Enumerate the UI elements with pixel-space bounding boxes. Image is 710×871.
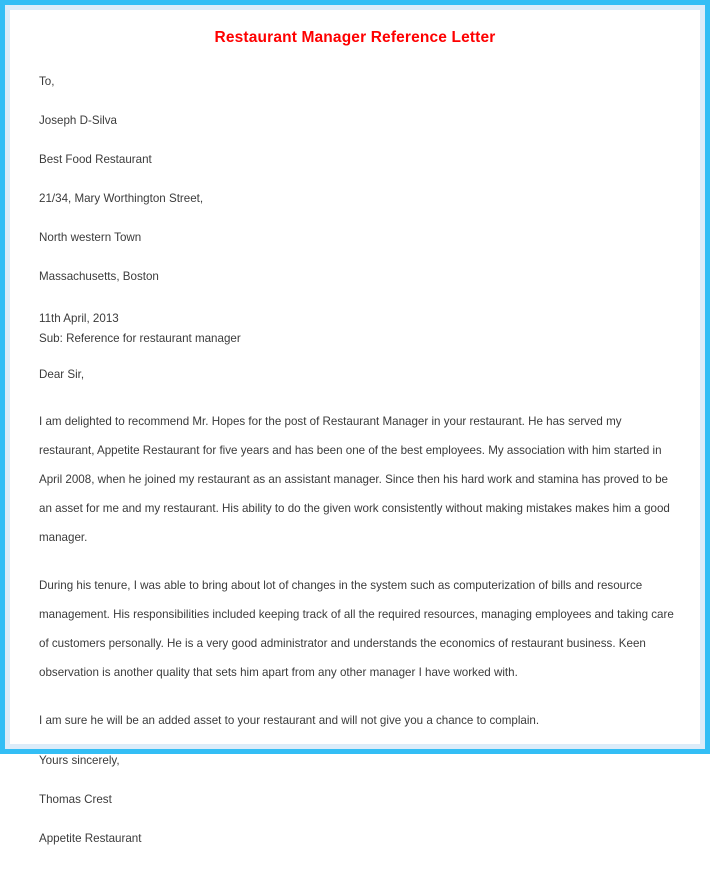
date-subject-block xyxy=(39,309,675,368)
letter-closing: Yours sincerely, xyxy=(39,753,120,767)
recipient-name: Joseph D-Silva xyxy=(39,113,117,127)
recipient-locality: North western Town xyxy=(39,230,142,244)
letter-date: 11th April, 2013 xyxy=(39,311,119,325)
recipient-salutation-prefix: To, xyxy=(39,74,55,88)
recipient-region: Massachusetts, Boston xyxy=(39,269,159,283)
letter-body xyxy=(34,48,676,871)
signature-name: Thomas Crest xyxy=(39,792,112,806)
body-paragraph-3: I am sure he will be an added asset to your restaurant and will not give you a chance to complain. xyxy=(39,713,540,727)
body-paragraph-2: During his tenure, I was able to bring about lot of changes in the system such as computerization of bills and resource management. His responsibilities included keeping track of all the required resources, managing employees and taking care of customers personally. He is a very good administrator and understands the economics of restaurant business. Keen observation is another quality that sets him apart from any other manager I have worked with. xyxy=(39,578,674,679)
letter-subject: Sub: Reference for restaurant manager xyxy=(39,331,241,345)
recipient-street: 21/34, Mary Worthington Street, xyxy=(39,191,204,205)
body-paragraph-1: I am delighted to recommend Mr. Hopes for the post of Restaurant Manager in your restaurant. He has served my restaurant, Appetite Restaurant for five years and has been one of the best employees. My association with him started in April 2008, when he joined my restaurant as an assistant manager. Since then his hard work and stamina has proved to be an asset for me and my restaurant. His ability to do the given work consistently without making mistakes makes him a good manager. xyxy=(39,414,670,544)
recipient-organization: Best Food Restaurant xyxy=(39,152,152,166)
signature-organization: Appetite Restaurant xyxy=(39,831,142,845)
letter-greeting: Dear Sir, xyxy=(39,367,85,381)
page-title: Restaurant Manager Reference Letter xyxy=(214,29,496,46)
letter-inner-border xyxy=(5,5,705,845)
